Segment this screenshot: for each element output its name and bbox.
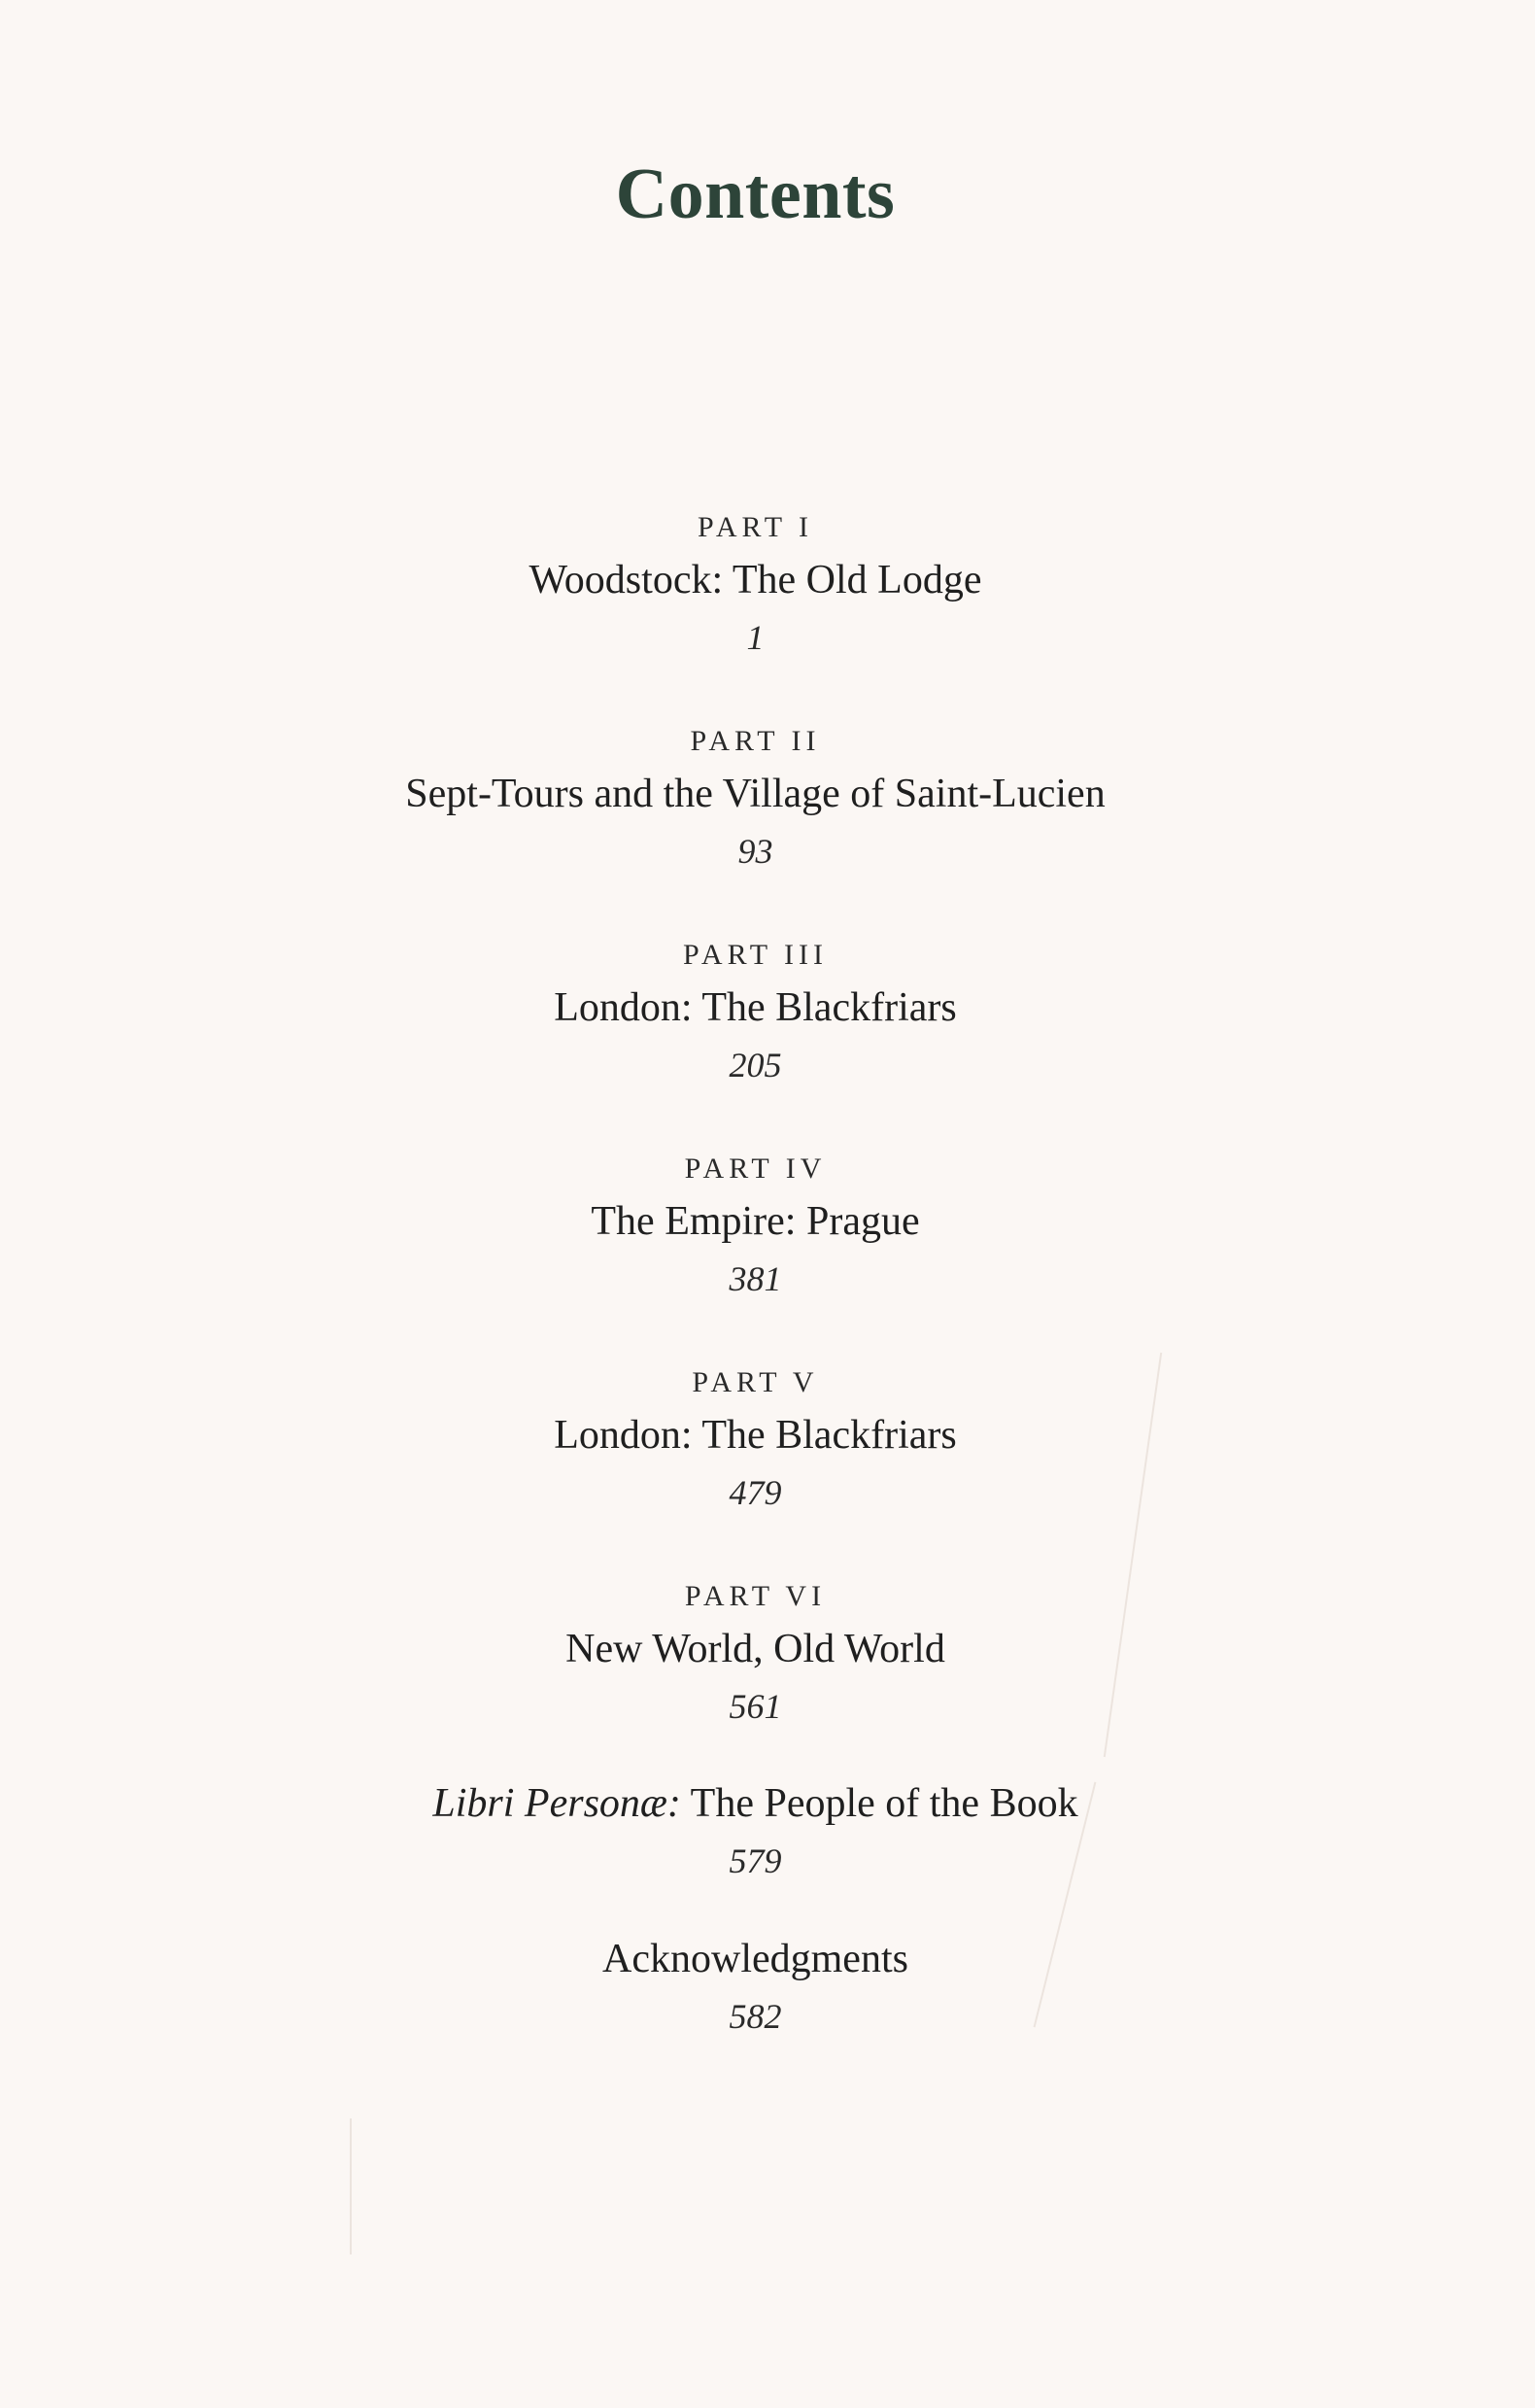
part-page-number: 93 bbox=[737, 832, 773, 871]
page-scuff bbox=[350, 2118, 352, 2254]
toc-part-2[interactable] bbox=[0, 719, 1511, 878]
toc-acknowledgments[interactable] bbox=[0, 1929, 1511, 2044]
part-label: PART IV bbox=[684, 1152, 827, 1185]
part-label: PART V bbox=[692, 1366, 819, 1398]
part-title: London: The Blackfriars bbox=[554, 985, 957, 1030]
libri-title-rest: The People of the Book bbox=[680, 1781, 1078, 1826]
part-title: Sept-Tours and the Village of Saint-Lucien bbox=[405, 772, 1106, 816]
page-title: Contents bbox=[615, 155, 896, 234]
libri-title-italic: Libri Personæ: bbox=[432, 1781, 681, 1826]
part-page-number: 205 bbox=[729, 1046, 782, 1084]
acknowledgments-page-number: 582 bbox=[729, 1997, 782, 2036]
part-label: PART VI bbox=[684, 1580, 827, 1612]
part-label: PART II bbox=[690, 725, 821, 757]
toc-part-3[interactable] bbox=[0, 933, 1511, 1092]
part-page-number: 561 bbox=[729, 1687, 782, 1726]
toc-part-5[interactable] bbox=[0, 1360, 1511, 1520]
toc-part-1[interactable] bbox=[0, 505, 1511, 665]
libri-page-number: 579 bbox=[729, 1841, 782, 1880]
part-title: The Empire: Prague bbox=[591, 1199, 920, 1244]
toc-libri-personae[interactable] bbox=[0, 1773, 1511, 1888]
part-label: PART I bbox=[697, 511, 814, 543]
part-title: London: The Blackfriars bbox=[554, 1413, 957, 1458]
toc-part-4[interactable] bbox=[0, 1147, 1511, 1306]
part-title: Woodstock: The Old Lodge bbox=[529, 558, 982, 602]
part-page-number: 1 bbox=[746, 618, 765, 657]
part-page-number: 381 bbox=[729, 1259, 782, 1298]
toc-part-6[interactable] bbox=[0, 1574, 1511, 1734]
acknowledgments-title: Acknowledgments bbox=[602, 1937, 908, 1981]
part-title: New World, Old World bbox=[565, 1627, 945, 1671]
libri-title bbox=[0, 1773, 1511, 1834]
part-label: PART III bbox=[682, 939, 829, 971]
part-page-number: 479 bbox=[729, 1473, 782, 1512]
